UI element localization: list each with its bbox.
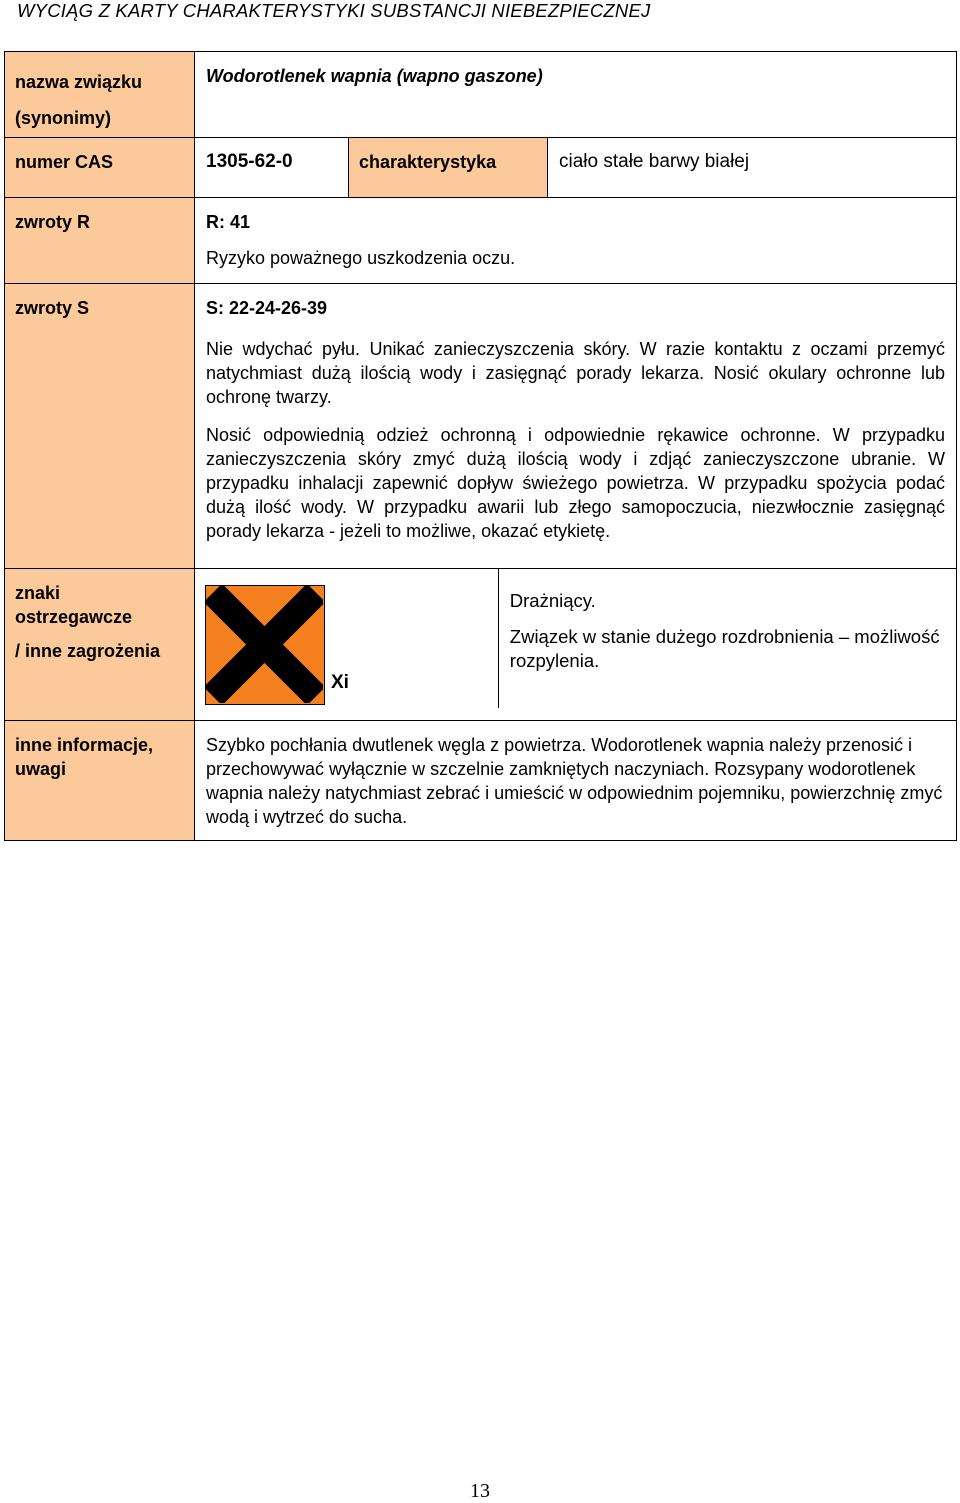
cas-number: 1305-62-0 (195, 138, 349, 198)
r-text: Ryzyko poważnego uszkodzenia oczu. (206, 248, 516, 268)
label-info-line2: uwagi (15, 759, 67, 779)
row-info (5, 721, 957, 841)
s-text-2: Nosić odpowiednią odzież ochronną i odpowiednie rękawice ochronne. W przypadku zanieczyszczenia skóry zmyć dużą ilością wody i zdjąć zanieczyszczone ubranie. W przypadku inhalacji zapewnić dopływ świeżego powietrza. W przypadku spożycia podać dużą ilość wody. W przypadku awarii lub złego samopoczucia, niezwłocznie zasięgnąć porady lekarza - jeżeli to możliwe, okazać etykietę. (206, 425, 945, 541)
row-s-phrases (5, 284, 957, 569)
row-r-phrases (5, 198, 957, 284)
page-number: 13 (470, 1480, 490, 1502)
label-info-line1: inne informacje, (15, 735, 154, 755)
s-phrases-cell (195, 284, 957, 569)
label-hazard-line1: znaki (15, 583, 61, 603)
s-code: S: 22-24-26-39 (206, 298, 328, 318)
compound-name: Wodorotlenek wapnia (wapno gaszone) (195, 52, 957, 138)
document-header: WYCIĄG Z KARTY CHARAKTERYSTYKI SUBSTANCJI NIEBEZPIECZNEJ (17, 0, 651, 21)
saltire-cross-icon (206, 586, 323, 703)
label-s-phrases: zwroty S (5, 284, 195, 569)
r-code: R: 41 (206, 212, 251, 232)
label-r-phrases: zwroty R (5, 198, 195, 284)
hazard-description (499, 569, 956, 708)
label-hazard-line3: / inne zagrożenia (15, 641, 161, 661)
label-info (5, 721, 195, 841)
label-hazard (5, 569, 195, 721)
row-cas (5, 138, 957, 198)
r-phrases-cell (195, 198, 957, 284)
label-characteristics: charakterystyka (349, 138, 548, 198)
row-name (5, 52, 957, 138)
hazard-cell (195, 569, 957, 721)
hazard-desc-2: Związek w stanie dużego rozdrobnienia – możliwość rozpylenia. (509, 626, 940, 671)
hazard-symbol-code: Xi (331, 672, 349, 693)
label-name (5, 52, 195, 138)
label-name-line2: (synonimy) (15, 108, 112, 128)
s-text-1: Nie wdychać pyłu. Unikać zanieczyszczenia skóry. W razie kontaktu z oczami przemyć natychmiast dużą ilością wody i zasięgnąć porady lekarza. Nosić okulary ochronne lub ochronę twarzy. (206, 339, 945, 407)
characteristics-value: ciało stałe barwy białej (548, 138, 957, 198)
row-hazard (5, 569, 957, 721)
hazard-desc-1: Drażniący. (509, 590, 596, 611)
pictogram-area (195, 569, 499, 708)
label-cas: numer CAS (5, 138, 195, 198)
substance-card (4, 51, 957, 841)
label-hazard-line2: ostrzegawcze (15, 607, 133, 627)
info-text: Szybko pochłania dwutlenek węgla z powietrza. Wodorotlenek wapnia należy przenosić i przechowywać wyłącznie w szczelnie zamkniętych naczyniach. Rozsypany wodorotlenek wapnia należy natychmiast zebrać i umieścić w odpowiednim pojemniku, powierzchnię zmyć wodą i wytrzeć do sucha. (195, 721, 957, 841)
label-name-line1: nazwa związku (15, 72, 143, 92)
irritant-pictogram-icon (205, 585, 325, 705)
